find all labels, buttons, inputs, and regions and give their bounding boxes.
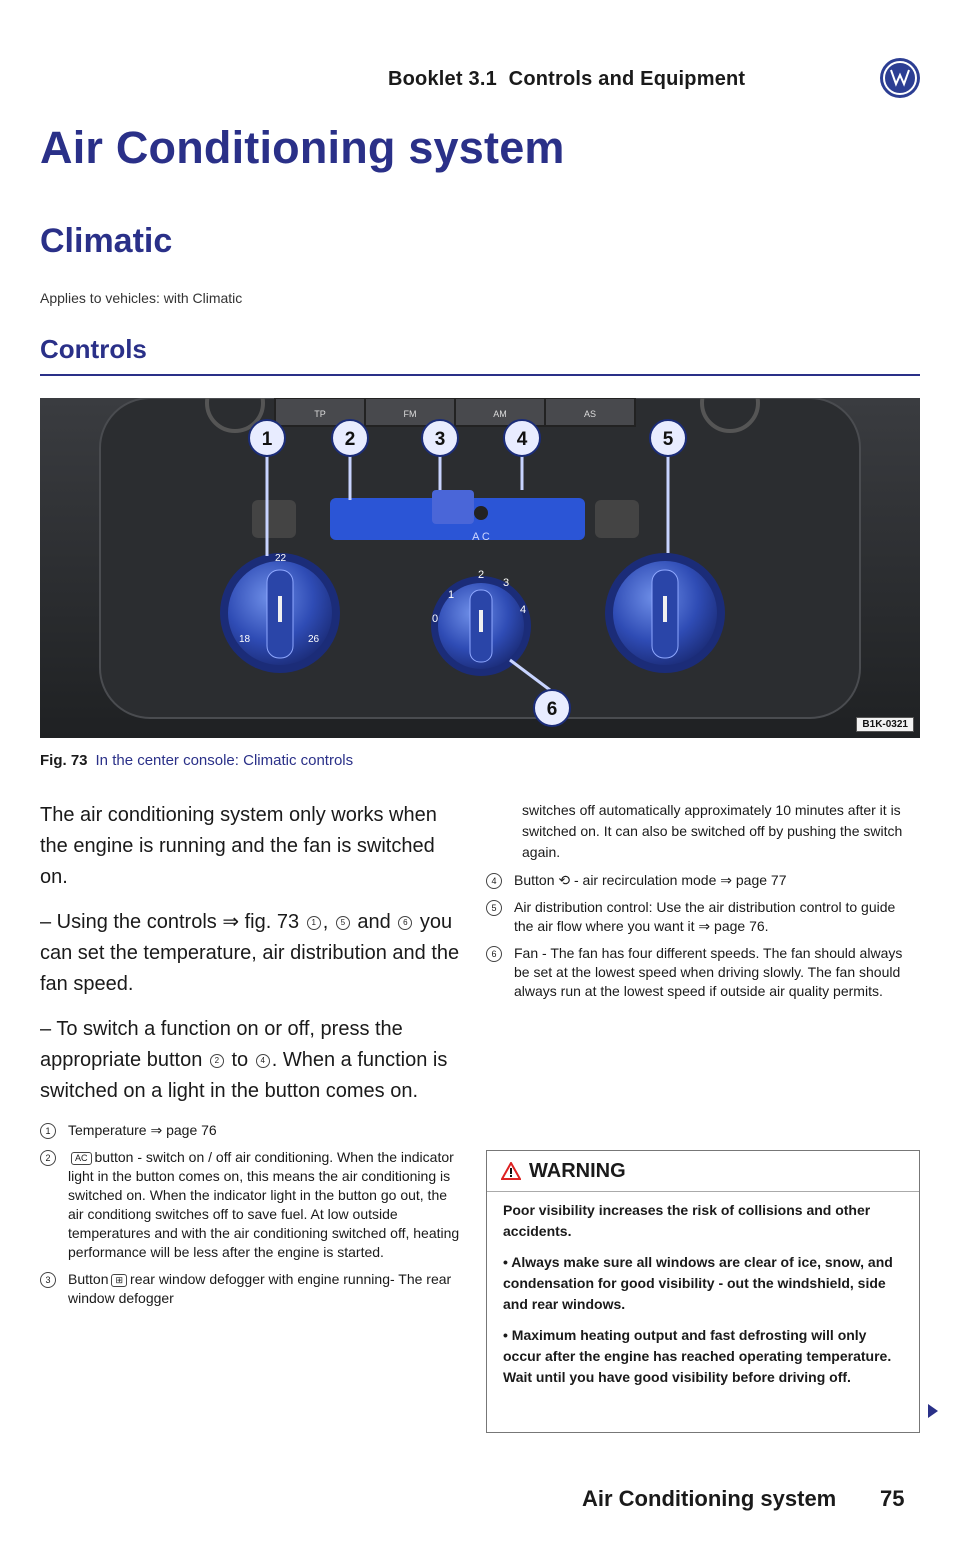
step-set-controls: – Using the controls ⇒ fig. 73 1 , 5 and 6 you can set the temperature, air distribution and the fan speed. xyxy=(40,911,460,995)
section-heading: Controls xyxy=(40,334,147,364)
booklet-label: Booklet 3.1 xyxy=(388,68,497,90)
button-am-label: AM xyxy=(493,409,507,419)
figure-label: Fig. 73 xyxy=(40,752,88,769)
warning-triangle-icon xyxy=(501,1162,521,1180)
item-recirculation xyxy=(486,871,906,890)
fan-speed-4: 4 xyxy=(520,604,527,616)
svg-text:3: 3 xyxy=(434,429,446,450)
figure-caption-text: In the center console: Climatic controls xyxy=(95,752,354,769)
warning-lead: Poor visibility increases the risk of collisions and other accidents. xyxy=(503,1202,871,1239)
warning-header xyxy=(487,1151,919,1192)
item-fan xyxy=(486,944,906,1001)
ref-2: 2 xyxy=(210,1054,224,1068)
temp-top-label: 22 xyxy=(275,553,287,564)
right-column xyxy=(486,800,906,1009)
fan-speed-3: 3 xyxy=(503,577,510,589)
callout-2 xyxy=(332,420,368,456)
continue-arrow-icon xyxy=(928,1404,938,1418)
svg-text:6: 6 xyxy=(546,699,558,720)
svg-text:5: 5 xyxy=(662,429,674,450)
item-text: Temperature ⇒ page 76 xyxy=(68,1122,217,1138)
item-number: 4 xyxy=(486,873,502,889)
item-text: Fan - The fan has four different speeds. The fan should always be set at the lowest speed when driving slowly. The fan should always run at the lowest speed if outside air quality permits. xyxy=(514,945,903,999)
item-air-distribution xyxy=(486,898,906,936)
continued-text: switches off automatically approximately 10 minutes after it is switched on. It can also be switched off by pushing the switch again. xyxy=(522,802,903,860)
callout-1 xyxy=(249,420,285,456)
ref-5: 5 xyxy=(336,916,350,930)
left-column xyxy=(40,800,460,1316)
console-illustration xyxy=(40,398,920,738)
ref-4: 4 xyxy=(256,1054,270,1068)
step-switch-function: – To switch a function on or off, press the appropriate button 2 to 4 . When a function is switched on a light in the button comes on. xyxy=(40,1018,448,1102)
svg-text:4: 4 xyxy=(516,429,528,450)
warning-bullet: • Always make sure all windows are clear of ice, snow, and condensation for good visibility - out the windshield, side and rear windows. xyxy=(503,1254,893,1312)
page-title: Air Conditioning system xyxy=(40,122,565,173)
warning-title: WARNING xyxy=(529,1159,626,1182)
item-text: Button ⟲ - air recirculation mode ⇒ page 77 xyxy=(514,872,787,888)
svg-text:1: 1 xyxy=(261,429,273,450)
item-ac-button xyxy=(40,1148,460,1262)
fan-speed-1: 1 xyxy=(448,589,455,601)
svg-text:2: 2 xyxy=(344,429,356,450)
footer-section: Air Conditioning system xyxy=(582,1486,837,1511)
item-rear-defogger: 3 Button ⊞ rear window defogger with engine running- The rear window defogger xyxy=(40,1270,460,1308)
warning-body xyxy=(487,1192,919,1406)
callout-5 xyxy=(650,420,686,456)
callout-6 xyxy=(534,690,570,726)
climatic-controls-figure xyxy=(40,398,920,738)
heading-rule xyxy=(40,374,920,376)
item-text: rear window defogger with engine running- The rear window defogger xyxy=(68,1271,452,1306)
item-number: 6 xyxy=(486,946,502,962)
warning-bullet: • Maximum heating output and fast defrosting will only occur after the engine has reached operating temperature. Wait until you have good visibility before driving off. xyxy=(503,1327,892,1385)
callout-3 xyxy=(422,420,458,456)
subtitle: Climatic xyxy=(40,222,173,260)
item-number: 2 xyxy=(40,1150,56,1166)
ac-label: A C xyxy=(472,531,490,543)
ac-button-icon: AC xyxy=(71,1152,92,1165)
fan-speed-0: 0 xyxy=(432,613,439,625)
intro-paragraph: The air conditioning system only works when the engine is running and the fan is switched on. xyxy=(40,804,437,888)
button-tp-label: TP xyxy=(314,409,326,419)
button-fm-label: FM xyxy=(403,409,417,419)
figure-code: B1K-0321 xyxy=(856,717,914,732)
callout-4 xyxy=(504,420,540,456)
applies-note: Applies to vehicles: with Climatic xyxy=(40,290,243,306)
temp-low-label: 18 xyxy=(239,634,251,645)
item-number: 3 xyxy=(40,1272,56,1288)
fan-speed-2: 2 xyxy=(478,569,485,581)
figure-caption xyxy=(40,752,353,769)
item-text: button - switch on / off air conditioning. When the indicator light in the button comes on, this means the air conditioning is switched on. When the indicator light in the button go out, the air conditiong switches off to save fuel. At low outside temperatures and with the air conditioning switched off, heating performance will be less after the engine is started. xyxy=(68,1149,460,1260)
page-number: 75 xyxy=(880,1486,905,1511)
item-number: 1 xyxy=(40,1123,56,1139)
ref-1: 1 xyxy=(307,916,321,930)
section-label: Controls and Equipment xyxy=(508,68,746,90)
warning-box xyxy=(486,1150,920,1433)
button-as-label: AS xyxy=(583,409,597,419)
item-temperature xyxy=(40,1121,460,1140)
item-text: Air distribution control: Use the air distribution control to guide the air flow where you want it ⇒ page 76. xyxy=(514,899,896,934)
vw-logo-icon xyxy=(880,58,920,98)
temp-high-label: 26 xyxy=(308,634,320,645)
item-number: 5 xyxy=(486,900,502,916)
rear-defogger-icon: ⊞ xyxy=(111,1274,127,1287)
running-header xyxy=(388,68,751,91)
ref-6: 6 xyxy=(398,916,412,930)
